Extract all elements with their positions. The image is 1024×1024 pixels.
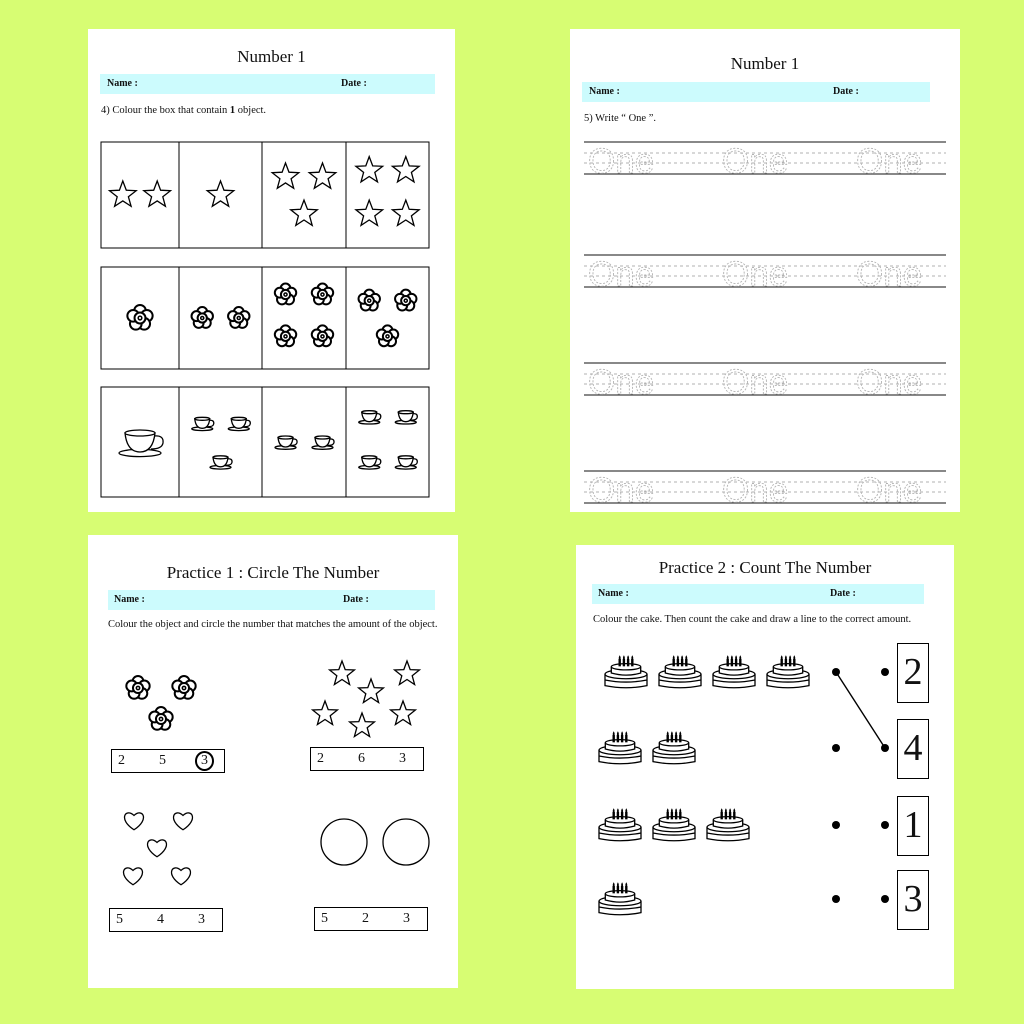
- number-option[interactable]: 4: [157, 912, 164, 927]
- star-icon: [395, 661, 420, 685]
- worksheet-practice-1: [88, 535, 458, 988]
- date-label: Date :: [341, 78, 367, 89]
- sheet-title: Practice 2 : Count The Number: [658, 558, 872, 577]
- tracing-area: [570, 29, 960, 512]
- heart-icon: [174, 813, 193, 830]
- cake-icon: [605, 655, 647, 688]
- number-option[interactable]: 2: [118, 753, 125, 768]
- star-icon: [350, 713, 375, 737]
- star-icon: [313, 701, 338, 725]
- trace-word[interactable]: One: [588, 142, 655, 181]
- cake-icon: [707, 808, 749, 841]
- sheet-title: Number 1: [730, 54, 800, 73]
- number-option[interactable]: 5: [159, 753, 166, 768]
- heart-icon: [125, 813, 144, 830]
- worksheet-practice-2: [576, 545, 954, 989]
- date-label: Date :: [830, 588, 856, 599]
- number-option[interactable]: 2: [317, 751, 324, 766]
- tracing-row: [584, 142, 946, 181]
- name-label: Name :: [598, 588, 629, 599]
- left-match-dot[interactable]: [832, 744, 840, 752]
- star-icon: [359, 679, 384, 703]
- trace-word[interactable]: One: [856, 255, 923, 294]
- number-box[interactable]: 4: [897, 719, 929, 779]
- worksheet-number-1-colour: [88, 29, 455, 512]
- right-match-dot[interactable]: [881, 821, 889, 829]
- object-box[interactable]: [101, 142, 179, 248]
- instruction: 4) Colour the box that contain 1 object.: [101, 105, 267, 116]
- right-match-dot[interactable]: [881, 668, 889, 676]
- cake-icon: [599, 731, 641, 764]
- object-box[interactable]: [179, 387, 262, 497]
- cake-icon: [653, 808, 695, 841]
- number-choice-box: [314, 907, 428, 931]
- worksheet-number-1-write: [570, 29, 960, 512]
- instruction: Colour the cake. Then count the cake and draw a line to the correct amount.: [593, 614, 912, 625]
- object-grid: [88, 29, 455, 512]
- trace-word[interactable]: One: [588, 255, 655, 294]
- trace-word[interactable]: One: [856, 471, 923, 510]
- sheet-title: Number 1: [237, 47, 306, 66]
- number-option[interactable]: 2: [362, 911, 369, 926]
- cake-icon: [599, 882, 641, 915]
- object-box[interactable]: [346, 267, 429, 369]
- number-option[interactable]: 6: [358, 751, 365, 766]
- number-choice-box: [310, 747, 424, 771]
- name-label: Name :: [589, 86, 620, 97]
- flower-icon: [172, 676, 195, 699]
- match-line: [836, 672, 885, 748]
- star-icon: [391, 701, 416, 725]
- number-option[interactable]: 3: [198, 912, 205, 927]
- number-option[interactable]: 3: [399, 751, 406, 766]
- flower-icon: [149, 707, 172, 730]
- name-label: Name :: [114, 594, 145, 605]
- trace-word[interactable]: One: [588, 471, 655, 510]
- tracing-row: [584, 363, 946, 402]
- tracing-row: [584, 471, 946, 510]
- date-label: Date :: [833, 86, 859, 97]
- trace-word[interactable]: One: [856, 363, 923, 402]
- instruction: 5) Write “ One ”.: [584, 113, 656, 124]
- cake-icon: [653, 731, 695, 764]
- circle-icon: [383, 819, 429, 865]
- cake-icon: [599, 808, 641, 841]
- number-option[interactable]: 3: [195, 751, 214, 771]
- left-match-dot[interactable]: [832, 895, 840, 903]
- star-icon: [330, 661, 355, 685]
- trace-word[interactable]: One: [856, 142, 923, 181]
- heart-icon: [124, 868, 143, 885]
- right-match-dot[interactable]: [881, 895, 889, 903]
- circle-icon: [321, 819, 367, 865]
- left-match-dot[interactable]: [832, 821, 840, 829]
- heart-icon: [148, 840, 167, 857]
- trace-word[interactable]: One: [722, 142, 789, 181]
- sheet-title: Practice 1 : Circle The Number: [166, 563, 380, 582]
- heart-icon: [172, 868, 191, 885]
- cake-icon: [767, 655, 809, 688]
- number-choice-box: [111, 749, 225, 773]
- object-box[interactable]: [346, 142, 429, 248]
- trace-word[interactable]: One: [722, 471, 789, 510]
- number-box[interactable]: 2: [897, 643, 929, 703]
- number-option[interactable]: 5: [321, 911, 328, 926]
- date-label: Date :: [343, 594, 369, 605]
- number-choice-box: [109, 908, 223, 932]
- cake-icon: [713, 655, 755, 688]
- trace-word[interactable]: One: [722, 255, 789, 294]
- object-box[interactable]: [262, 142, 346, 248]
- name-label: Name :: [107, 78, 138, 89]
- number-box[interactable]: 3: [897, 870, 929, 930]
- object-box[interactable]: [262, 267, 346, 369]
- number-option[interactable]: 3: [403, 911, 410, 926]
- number-box[interactable]: 1: [897, 796, 929, 856]
- cake-icon: [659, 655, 701, 688]
- trace-word[interactable]: One: [588, 363, 655, 402]
- tracing-row: [584, 255, 946, 294]
- object-box[interactable]: [346, 387, 429, 497]
- number-option[interactable]: 5: [116, 912, 123, 927]
- instruction: Colour the object and circle the number that matches the amount of the object.: [108, 619, 438, 630]
- flower-icon: [126, 676, 149, 699]
- trace-word[interactable]: One: [722, 363, 789, 402]
